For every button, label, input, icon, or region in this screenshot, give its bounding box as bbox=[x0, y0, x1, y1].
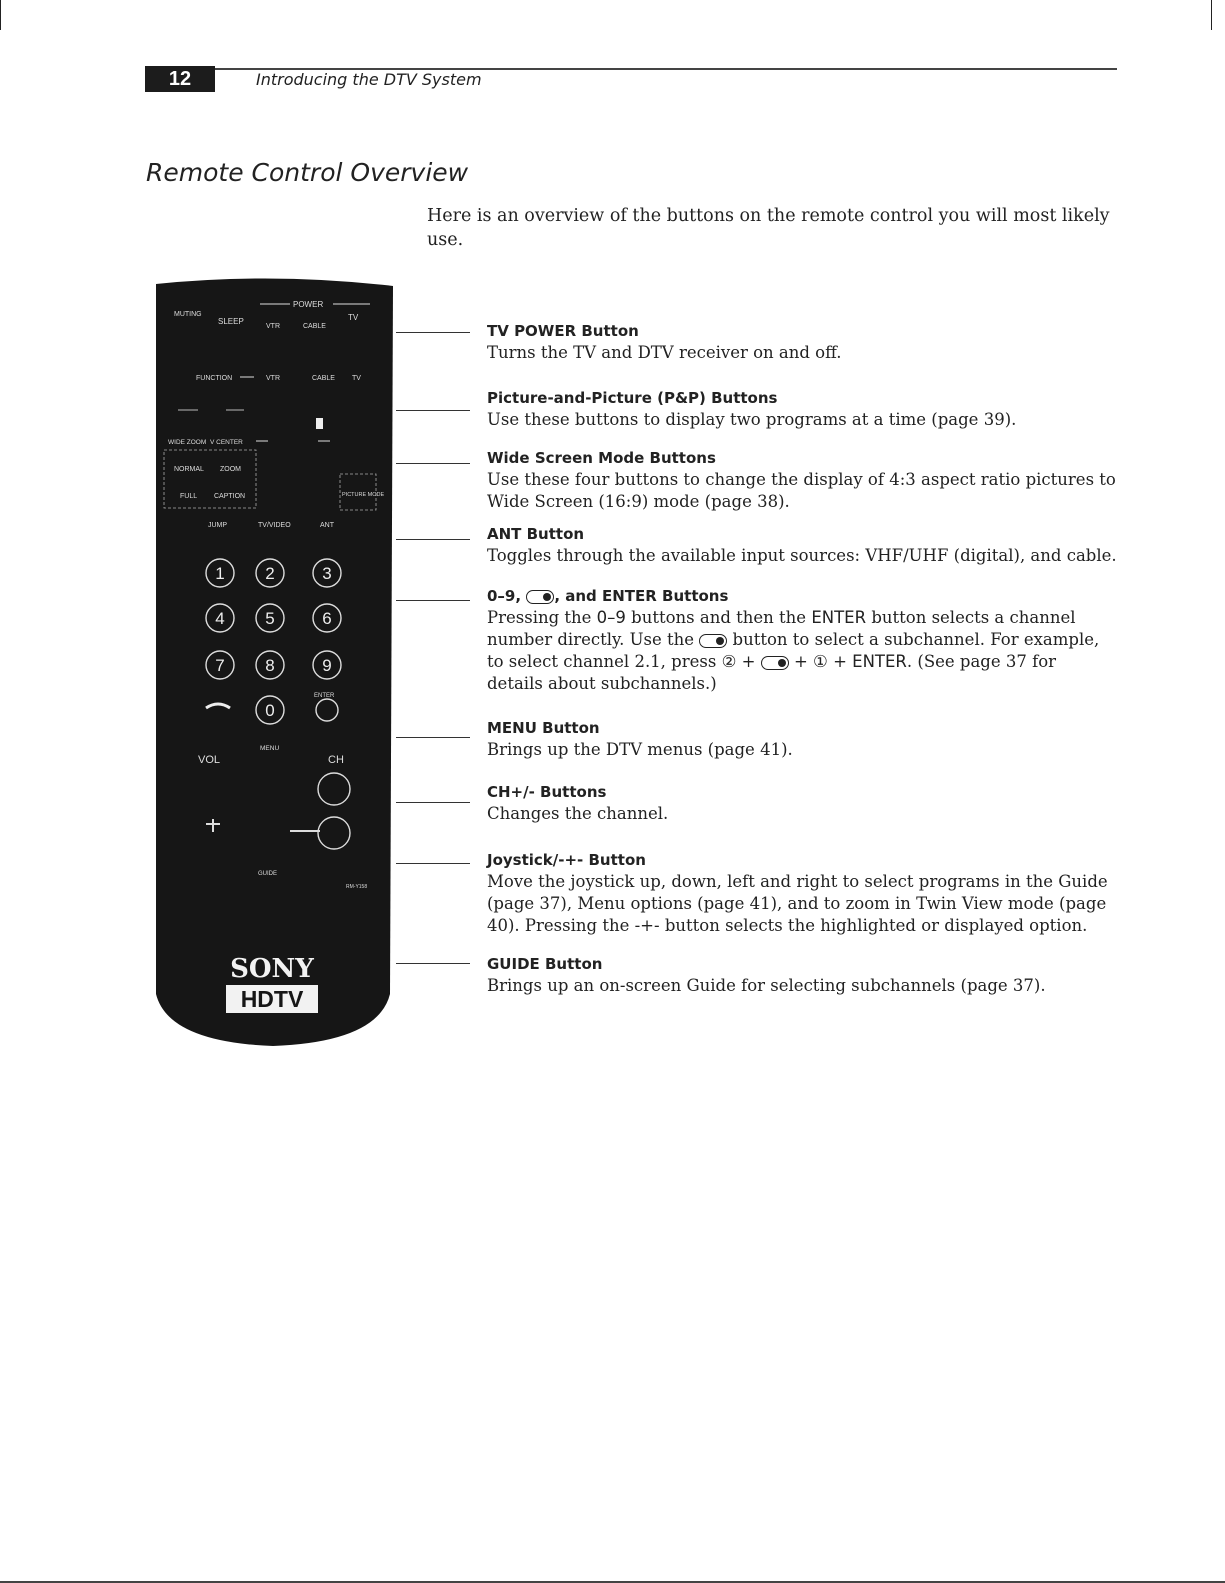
remote-control-illustration bbox=[148, 274, 398, 1049]
item-title: CH+/- Buttons bbox=[487, 783, 607, 801]
leader-line-guide bbox=[396, 963, 470, 964]
remote-label-v-center: V CENTER bbox=[210, 439, 243, 446]
remote-label-ant: ANT bbox=[320, 522, 334, 529]
digit-5: 5 bbox=[265, 609, 275, 628]
remote-label-ch: CH bbox=[328, 754, 344, 766]
item-joystick bbox=[487, 849, 1117, 937]
item-tv-power bbox=[487, 320, 1117, 364]
sony-logo: SONY bbox=[230, 954, 314, 984]
remote-label-jump: JUMP bbox=[208, 522, 228, 529]
item-pandp bbox=[487, 387, 1117, 431]
digit-1: 1 bbox=[215, 564, 225, 583]
item-desc: Turns the TV and DTV receiver on and off. bbox=[487, 343, 842, 362]
item-title: ANT Button bbox=[487, 525, 585, 543]
item-title: 0–9, , and ENTER Buttons bbox=[487, 587, 729, 605]
joystick-icon: -+- bbox=[558, 851, 584, 869]
item-desc: Changes the channel. bbox=[487, 804, 669, 823]
crop-mark-left bbox=[0, 0, 1, 30]
section-title: Remote Control Overview bbox=[146, 158, 469, 187]
item-desc: Use these buttons to display two programs at a time (page 39). bbox=[487, 410, 1017, 429]
leader-line-joystick bbox=[396, 863, 470, 864]
digit-9: 9 bbox=[322, 656, 332, 675]
intro-text: Here is an overview of the buttons on the remote control you will most likely use. bbox=[427, 206, 1110, 250]
item-title: Wide Screen Mode Buttons bbox=[487, 449, 716, 467]
remote-label-enter: ENTER bbox=[314, 693, 335, 699]
item-desc: Brings up an on-screen Guide for selecting subchannels (page 37). bbox=[487, 976, 1046, 995]
item-menu bbox=[487, 717, 1117, 761]
digit-3: 3 bbox=[322, 564, 332, 583]
remote-label-picture-mode: PICTURE MODE bbox=[342, 492, 385, 498]
item-title: Picture-and-Picture (P&P) Buttons bbox=[487, 389, 778, 407]
remote-label-sleep: SLEEP bbox=[218, 317, 244, 326]
remote-label-normal: NORMAL bbox=[174, 466, 204, 473]
leader-line-ant bbox=[396, 539, 470, 540]
item-wide-screen bbox=[487, 447, 1117, 513]
remote-label-tv: TV bbox=[348, 313, 359, 322]
remote-label-cable: CABLE bbox=[303, 323, 326, 330]
remote-label-full: FULL bbox=[180, 493, 198, 500]
remote-label-model: RM-Y158 bbox=[346, 884, 368, 890]
digit-2: 2 bbox=[265, 564, 275, 583]
leader-line-ch bbox=[396, 802, 470, 803]
joystick-icon: -+- bbox=[634, 916, 660, 935]
remote-label-tv-video: TV/VIDEO bbox=[258, 522, 291, 529]
item-title: GUIDE Button bbox=[487, 955, 603, 973]
leader-line-tv-power bbox=[396, 332, 470, 333]
subchannel-icon bbox=[761, 656, 789, 670]
digit-7: 7 bbox=[215, 656, 225, 675]
item-ant bbox=[487, 523, 1117, 567]
remote-label-menu: MENU bbox=[260, 745, 280, 752]
crop-mark-right bbox=[1211, 0, 1212, 30]
item-ch bbox=[487, 781, 1117, 825]
item-digits-enter bbox=[487, 585, 1117, 695]
remote-label-vtr: VTR bbox=[266, 323, 280, 330]
digit-0: 0 bbox=[265, 701, 275, 720]
svg-text:CABLE: CABLE bbox=[312, 375, 335, 382]
hdtv-badge: HDTV bbox=[240, 986, 304, 1012]
remote-label-zoom: ZOOM bbox=[220, 466, 241, 473]
digit-4: 4 bbox=[215, 609, 225, 628]
item-desc: Pressing the 0–9 buttons and then the ENTER button selects a channel number directly. Use the button to select a subchannel. For example, to select channel 2.1, press ② + + ① + ENTER. (See page 37 for details about subchannels.) bbox=[487, 608, 1100, 693]
digit-8: 8 bbox=[265, 656, 275, 675]
running-head: Introducing the DTV System bbox=[256, 70, 482, 89]
item-desc: Toggles through the available input sources: VHF/UHF (digital), and cable. bbox=[487, 546, 1117, 565]
remote-label-vol: VOL bbox=[198, 754, 221, 766]
subchannel-icon bbox=[699, 634, 727, 648]
item-title: MENU Button bbox=[487, 719, 600, 737]
leader-line-pandp bbox=[396, 410, 470, 411]
leader-line-wide-screen bbox=[396, 463, 470, 464]
item-desc: Move the joystick up, down, left and right to select programs in the Guide (page 37), Menu options (page 41), and to zoom in Twin View mode (page 40). Pressing the -+- button selects the highlighted or displayed option. bbox=[487, 872, 1108, 935]
item-desc: Brings up the DTV menus (page 41). bbox=[487, 740, 793, 759]
remote-label-power: POWER bbox=[293, 300, 324, 309]
remote-label-guide: GUIDE bbox=[258, 871, 278, 877]
digit-6: 6 bbox=[322, 609, 332, 628]
remote-label-function: FUNCTION bbox=[196, 375, 233, 382]
subchannel-icon bbox=[526, 590, 554, 604]
svg-text:VTR: VTR bbox=[266, 375, 280, 382]
leader-line-digits bbox=[396, 600, 470, 601]
remote-label-muting: MUTING bbox=[174, 311, 202, 318]
item-guide bbox=[487, 953, 1117, 997]
item-desc: Use these four buttons to change the display of 4:3 aspect ratio pictures to Wide Screen (16:9) mode (page 38). bbox=[487, 470, 1116, 511]
page-number: 12 bbox=[145, 66, 215, 92]
remote-label-caption: CAPTION bbox=[214, 493, 246, 500]
item-title: TV POWER Button bbox=[487, 322, 639, 340]
remote-label-wide-zoom: WIDE ZOOM bbox=[168, 439, 207, 446]
svg-text:TV: TV bbox=[352, 375, 361, 382]
item-title: Joystick/-+- Button bbox=[487, 851, 646, 869]
leader-line-menu bbox=[396, 737, 470, 738]
